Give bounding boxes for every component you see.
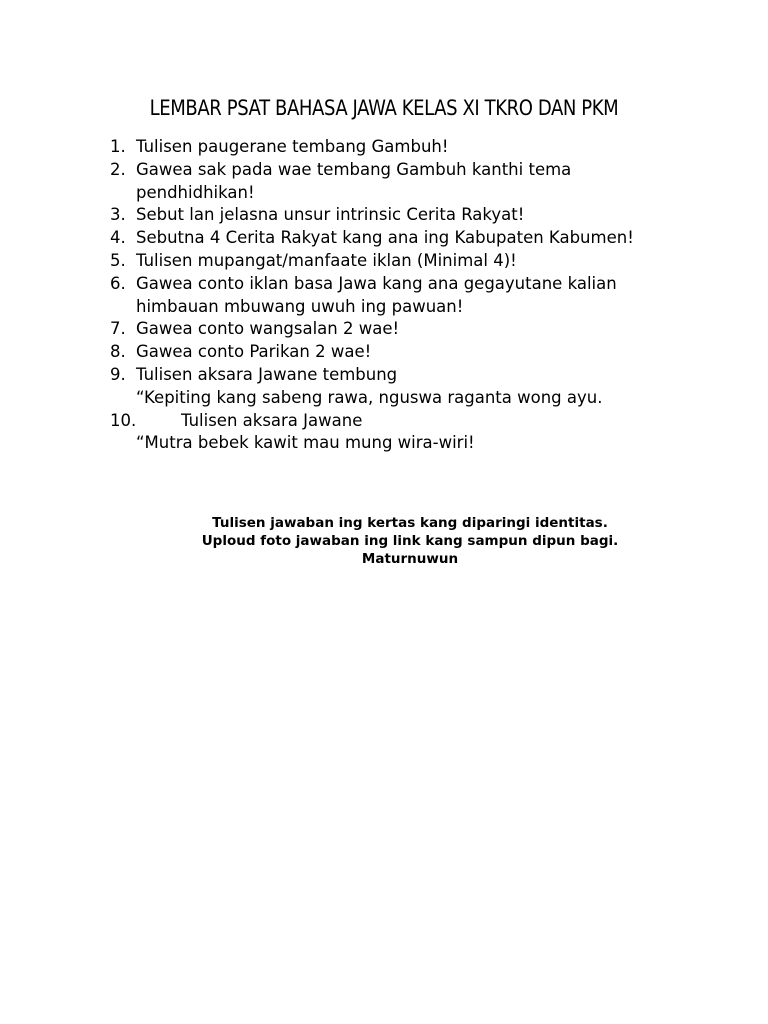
question-text: Sebut lan jelasna unsur intrinsic Cerita Rakyat!: [136, 205, 525, 225]
footer-closing: Maturnuwun: [361, 551, 459, 567]
question-text-continuation: “Mutra bebek kawit mau mung wira-wiri!: [136, 433, 475, 453]
footer-instruction: Uploud foto jawaban ing link kang sampun dipun bagi.: [201, 533, 619, 549]
question-number: 10.: [110, 410, 137, 430]
question-text-continuation: “Kepiting kang sabeng rawa, nguswa raganta wong ayu.: [136, 387, 603, 407]
question-number: 9.: [110, 364, 126, 384]
document-title: LEMBAR PSAT BAHASA JAWA KELAS XI TKRO DAN PKM: [149, 96, 619, 120]
question-item-4: [110, 227, 710, 250]
question-text: Tulisen paugerane tembang Gambuh!: [136, 137, 449, 156]
question-item-9: [110, 364, 710, 410]
footer-instruction: Tulisen jawaban ing kertas kang diparingi identitas.: [212, 515, 608, 531]
question-list: [110, 136, 710, 455]
question-item-3: [110, 204, 710, 227]
question-item-6: [110, 273, 710, 319]
instructions-footer: [0, 514, 768, 568]
question-item-10: [110, 410, 710, 456]
question-number: 8.: [110, 342, 126, 362]
question-text-continuation: pendhidhikan!: [136, 182, 255, 202]
question-text: Gawea conto wangsalan 2 wae!: [136, 319, 400, 339]
question-number: 7.: [110, 319, 126, 339]
question-number: 2.: [110, 159, 126, 179]
question-text: Gawea sak pada wae tembang Gambuh kanthi tema: [136, 159, 572, 179]
question-item-7: [110, 318, 710, 341]
question-text: Sebutna 4 Cerita Rakyat kang ana ing Kabupaten Kabumen!: [136, 228, 634, 248]
question-text: Tulisen aksara Jawane: [181, 410, 363, 430]
question-text: Tulisen mupangat/manfaate iklan (Minimal 4)!: [136, 250, 517, 270]
question-number: 5.: [110, 250, 126, 270]
question-item-5: [110, 250, 710, 273]
question-text-continuation: himbauan mbuwang uwuh ing pawuan!: [136, 296, 464, 316]
question-number: 1.: [110, 137, 126, 156]
question-item-2: [110, 159, 710, 205]
question-text: Gawea conto iklan basa Jawa kang ana gegayutane kalian: [136, 273, 617, 293]
question-number: 6.: [110, 273, 126, 293]
question-number: 4.: [110, 228, 126, 248]
question-text: Tulisen aksara Jawane tembung: [136, 364, 398, 384]
question-text: Gawea conto Parikan 2 wae!: [136, 342, 372, 362]
question-number: 3.: [110, 205, 126, 225]
question-item-1: [110, 136, 710, 159]
question-item-8: [110, 341, 710, 364]
